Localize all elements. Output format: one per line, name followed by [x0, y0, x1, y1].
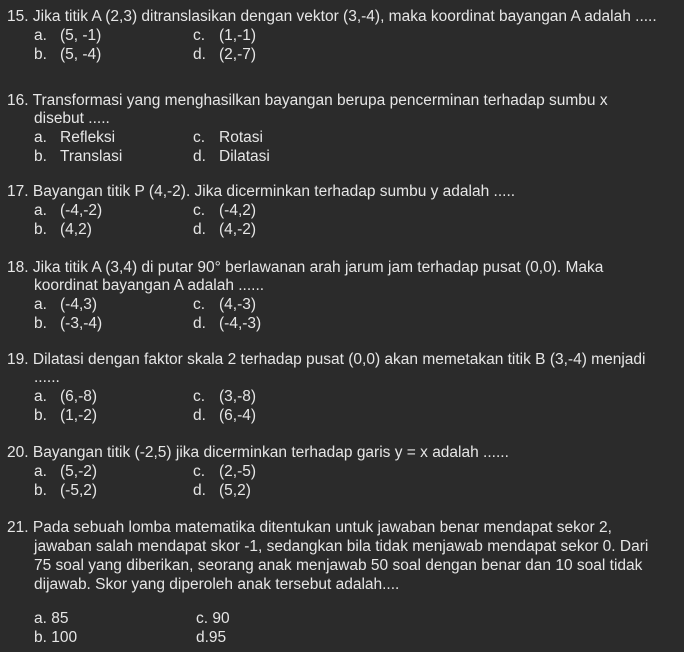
option-a: a. (6,-8) [34, 388, 98, 405]
option-b: b. Translasi [34, 148, 123, 165]
question-line-continued: koordinat bayangan A adalah ...... [34, 277, 265, 294]
question-18-options [0, 295, 684, 333]
question-19-text [0, 351, 684, 387]
option-a: a. (-4,3) [34, 296, 98, 313]
question-16-options [0, 128, 684, 166]
question-19 [0, 351, 684, 425]
question-21 [0, 518, 684, 647]
question-15-text [0, 8, 684, 26]
question-line-continued: ...... [34, 369, 60, 386]
question-21-options [0, 609, 684, 647]
option-b: b. (4,2) [34, 221, 92, 238]
question-15 [0, 8, 684, 64]
question-20-text [0, 444, 684, 462]
question-17 [0, 183, 684, 239]
option-d: d. Dilatasi [193, 148, 270, 165]
option-d: d. (-4,-3) [193, 315, 262, 332]
question-17-options [0, 201, 684, 239]
option-c: c. 90 [196, 610, 230, 627]
question-line: Bayangan titik (-2,5) jika dicerminkan terhadap garis y = x adalah ...... [32, 444, 509, 461]
option-b: b. (-3,-4) [34, 315, 103, 332]
option-b: b. (1,-2) [34, 407, 98, 424]
question-18 [0, 259, 684, 333]
option-c: c. (4,-3) [193, 296, 257, 313]
option-a: a. (-4,-2) [34, 202, 103, 219]
question-21-text [0, 518, 684, 594]
option-d: d. (4,-2) [193, 221, 257, 238]
question-19-options [0, 387, 684, 425]
question-16-text [0, 92, 684, 128]
option-a: a. 85 [34, 610, 69, 627]
question-line: Jika titik A (2,3) ditranslasikan dengan vektor (3,-4), maka koordinat bayangan A adalah ..... [32, 8, 657, 25]
question-20-options [0, 462, 684, 500]
question-number: 16. [7, 92, 29, 109]
question-number: 19. [7, 351, 29, 368]
option-a: a. (5,-2) [34, 463, 98, 480]
question-18-text [0, 259, 684, 295]
option-b: b. (-5,2) [34, 482, 98, 499]
question-number: 15. [7, 8, 29, 25]
option-d: d. (6,-4) [193, 407, 257, 424]
question-line: Jika titik A (3,4) di putar 90° berlawanan arah jarum jam terhadap pusat (0,0). Maka [32, 259, 604, 276]
option-c: c. (2,-5) [193, 463, 257, 480]
option-b: b. (5, -4) [34, 46, 102, 63]
option-c: c. (1,-1) [193, 27, 257, 44]
option-c: c. (3,-8) [193, 388, 257, 405]
question-15-options [0, 26, 684, 64]
question-line-continued: disebut ..... [34, 110, 110, 127]
question-number: 18. [7, 259, 29, 276]
question-number: 21. [7, 519, 29, 536]
option-d: d. (2,-7) [193, 46, 257, 63]
option-a: a. (5, -1) [34, 27, 102, 44]
question-line: Pada sebuah lomba matematika ditentukan untuk jawaban benar mendapat sekor 2, [32, 519, 612, 536]
question-16 [0, 92, 684, 166]
question-number: 17. [7, 183, 29, 200]
question-line: Dilatasi dengan faktor skala 2 terhadap pusat (0,0) akan memetakan titik B (3,-4) menjadi [32, 351, 646, 368]
question-17-text [0, 183, 684, 201]
question-line: Bayangan titik P (4,-2). Jika dicerminkan terhadap sumbu y adalah ..... [32, 183, 516, 200]
option-a: a. Refleksi [34, 129, 116, 146]
question-line-continued: dijawab. Skor yang diperoleh anak tersebut adalah.... [34, 576, 400, 593]
question-number: 20. [7, 444, 29, 461]
option-c: c. (-4,2) [193, 202, 257, 219]
option-c: c. Rotasi [193, 129, 263, 146]
question-line-continued: jawaban salah mendapat skor -1, sedangkan bila tidak menjawab mendapat sekor 0. Dari [34, 538, 649, 555]
question-line: Transformasi yang menghasilkan bayangan berupa pencerminan terhadap sumbu x [32, 92, 608, 109]
question-line-continued: 75 soal yang diberikan, seorang anak menjawab 50 soal dengan benar dan 10 soal tidak [34, 557, 643, 574]
option-b: b. 100 [34, 629, 78, 646]
option-d: d. (5,2) [193, 482, 251, 499]
question-20 [0, 444, 684, 500]
option-d: d.95 [196, 629, 227, 646]
